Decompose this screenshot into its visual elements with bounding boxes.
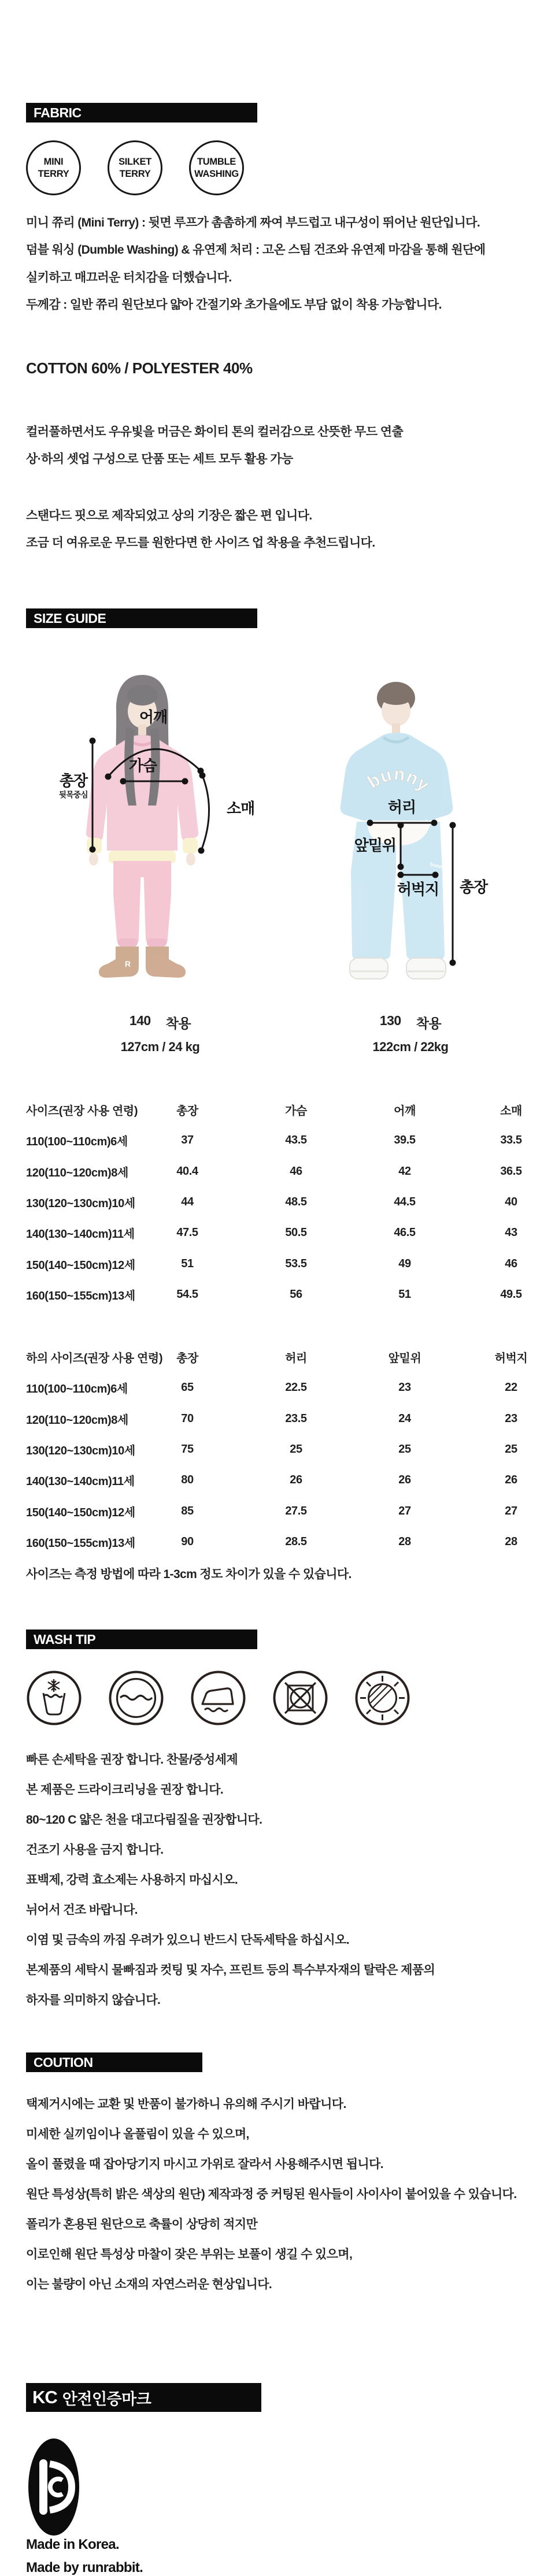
size-cell: 140(130~140cm)11세 <box>26 1475 135 1489</box>
fabric-description-line: 실키하고 매끄러운 터치감을 더했습니다. <box>26 270 232 284</box>
rise-label: 앞밑위 <box>354 837 396 854</box>
size-cell: 130(120~130cm)10세 <box>26 1445 135 1458</box>
length-cell: 54.5 <box>176 1287 198 1301</box>
fabric-section-title: FABRIC <box>34 105 82 120</box>
table-header-row <box>26 1342 555 1372</box>
pants-length-label: 총장 <box>460 878 488 896</box>
sleeve-line <box>201 775 209 851</box>
rise-cell: 28 <box>398 1535 411 1548</box>
top-size-table <box>26 1094 555 1310</box>
rise-cell: 26 <box>398 1473 411 1487</box>
wash-tip-section-title: WASH TIP <box>34 1631 96 1647</box>
table-row <box>26 1125 555 1156</box>
thigh-cell: 23 <box>505 1412 517 1425</box>
thigh-cell: 22 <box>505 1381 517 1394</box>
hand-right <box>186 853 195 866</box>
yellow-cuff-right <box>183 838 198 853</box>
fabric-fit-lines <box>26 501 546 556</box>
waist-cell: 26 <box>290 1473 302 1487</box>
shoulder-cell: 42 <box>398 1164 411 1178</box>
table-header-cell: 앞밑위 <box>388 1352 421 1365</box>
size-cell: 140(130~140cm)11세 <box>26 1228 135 1241</box>
fabric-mood-line: 상·하의 셋업 구성으로 단품 또는 세트 모두 활용 가능 <box>26 452 293 466</box>
length-cell: 47.5 <box>176 1226 198 1239</box>
fabric-mood-line: 컬러풀하면서도 우유빛을 머금은 화이티 톤의 컬러감으로 산뜻한 무드 연출 <box>26 425 404 439</box>
bottom-size-table <box>26 1342 555 1557</box>
fabric-badge-line1: TUMBLE <box>197 157 236 168</box>
length-cell: 85 <box>181 1504 194 1517</box>
sneaker-right <box>406 958 446 979</box>
table-row <box>26 1279 555 1310</box>
ankle-cuff-left <box>118 938 138 946</box>
sleeve-label: 소매 <box>227 800 255 817</box>
wash-tip-line: 빠른 손세탁을 권장 합니다. 찬물/중성세제 <box>26 1753 238 1766</box>
bottom-figure-illustration <box>269 652 535 987</box>
table-header-cell: 가슴 <box>285 1105 307 1118</box>
size-cell: 130(120~130cm)10세 <box>26 1197 135 1211</box>
rise-cell: 24 <box>398 1412 411 1425</box>
boot-print-letter: R <box>125 959 131 968</box>
size-guide-top-figure <box>29 652 272 987</box>
chest-cell: 48.5 <box>285 1196 307 1209</box>
table-row <box>26 1404 555 1434</box>
waist-cell: 23.5 <box>285 1412 307 1425</box>
table-row <box>26 1527 555 1557</box>
wear-label: 착용 <box>416 1016 442 1031</box>
chest-cell: 56 <box>290 1287 302 1301</box>
pink-sweatshirt <box>86 735 198 851</box>
made-in-text: Made in Korea. <box>26 2537 119 2552</box>
rise-cell: 23 <box>398 1381 411 1394</box>
table-header-cell: 허리 <box>285 1352 307 1365</box>
sleeve-cell: 33.5 <box>500 1134 522 1147</box>
length-cell: 75 <box>181 1443 194 1456</box>
pants-leg-left <box>113 863 141 945</box>
shade-dry-icon <box>354 1670 410 1726</box>
wash-tip-line: 건조기 사용을 금지 합니다. <box>26 1843 164 1857</box>
fabric-description-line: 미니 쮸리 (Mini Terry) : 뒷면 루프가 촘촘하게 짜여 부드럽고 내구성이 뛰어난 원단입니다. <box>26 216 480 229</box>
table-row <box>26 1218 555 1248</box>
fabric-badge <box>108 140 162 195</box>
cold-hand-wash-icon <box>26 1670 82 1726</box>
made-by-text: Made by runrabbit. <box>26 2560 143 2575</box>
girl-neck <box>138 725 146 735</box>
table-header-cell: 하의 사이즈(권장 사용 연령) <box>26 1352 163 1365</box>
kc-section-header <box>26 2383 261 2412</box>
size-cell: 150(140~150cm)12세 <box>26 1259 135 1272</box>
rise-cell: 25 <box>398 1443 411 1456</box>
waist-cell: 25 <box>290 1443 302 1456</box>
chest-cell: 43.5 <box>285 1134 307 1147</box>
table-header-cell: 소매 <box>500 1105 522 1118</box>
wash-tip-line: 하자를 의미하지 않습니다. <box>26 1994 161 2007</box>
fabric-badge-line2: TERRY <box>119 168 151 179</box>
size-guide-section-title: SIZE GUIDE <box>34 610 106 626</box>
caution-line: 미세한 실끼임이나 올풀림이 있을 수 있으며, <box>26 2128 249 2141</box>
table-header-row <box>26 1094 555 1125</box>
fabric-badge-line2: TERRY <box>38 168 69 179</box>
length-sublabel: 뒷목중심 <box>58 790 88 799</box>
fabric-badge <box>189 140 244 195</box>
table-header-cell: 총장 <box>176 1352 198 1365</box>
fabric-section-header <box>26 103 257 123</box>
waist-cell: 28.5 <box>285 1535 307 1548</box>
kc-logo-icon <box>28 2437 80 2537</box>
chest-cell: 50.5 <box>285 1226 307 1239</box>
wear-size: 140 <box>129 1013 151 1028</box>
length-cell: 90 <box>181 1535 194 1548</box>
table-body <box>26 1372 555 1557</box>
chest-cell: 46 <box>290 1164 302 1178</box>
caution-line: 올이 풀렸을 때 잡아당기지 마시고 가위로 잘라서 사용해주시면 됩니다. <box>26 2158 384 2171</box>
fabric-badge-line2: WASHING <box>194 168 239 179</box>
table-row <box>26 1465 555 1495</box>
wash-care-icons <box>26 1670 410 1726</box>
kid-fringe <box>379 686 413 705</box>
length-cell: 51 <box>181 1257 194 1270</box>
wash-tip-section-header <box>26 1630 257 1649</box>
caution-line: 이는 불량이 아닌 소재의 자연스러운 현상입니다. <box>26 2278 272 2291</box>
caution-section-header <box>26 2052 202 2072</box>
wear-label: 착용 <box>165 1016 191 1031</box>
sneaker-left <box>350 958 388 979</box>
top-figure-illustration <box>29 652 272 987</box>
sleeve-cell: 46 <box>505 1257 517 1270</box>
size-guide-bottom-figure <box>269 652 535 987</box>
shoulder-cell: 44.5 <box>394 1196 416 1209</box>
caution-line: 폴리가 혼용된 원단으로 축률이 상당히 적지만 <box>26 2218 258 2231</box>
fabric-description-line: 두께감 : 일반 쮸리 원단보다 얇아 간절기와 초가을에도 부담 없이 착용 가능합니다. <box>26 298 442 312</box>
length-cell: 44 <box>181 1196 194 1209</box>
kc-mark-text: KC <box>32 2387 57 2407</box>
wash-tip-line: 이염 및 금속의 까짐 우려가 있으니 반드시 단독세탁을 하십시오. <box>26 1933 349 1947</box>
chest-label: 가슴 <box>128 757 157 774</box>
fabric-badge <box>26 140 81 195</box>
wash-tip-line: 본제품의 세탁시 물빠짐과 컷팅 및 자수, 프린트 등의 특수부자재의 탈락은 제품의 <box>26 1963 435 1977</box>
thigh-cell: 28 <box>505 1535 517 1548</box>
table-header-cell: 사이즈(권장 사용 연령) <box>26 1105 138 1118</box>
thigh-cell: 27 <box>505 1504 517 1517</box>
no-tumble-dry-icon <box>272 1670 328 1726</box>
table-header-cell: 허벅지 <box>494 1352 528 1365</box>
boot-right <box>146 946 186 978</box>
pants-print: bunny <box>429 861 446 871</box>
girl-bangs <box>127 685 158 706</box>
length-cell: 65 <box>181 1381 194 1394</box>
kc-certification-logo <box>28 2437 80 2537</box>
fabric-description-line: 덤블 워싱 (Dumble Washing) & 유연제 처리 : 고온 스팀 건조와 유연제 마감을 통해 원단에 <box>26 243 486 257</box>
table-row <box>26 1495 555 1526</box>
rise-cell: 27 <box>398 1504 411 1517</box>
shoulder-cell: 51 <box>398 1287 411 1301</box>
top-figure-wear-info <box>79 1013 241 1055</box>
size-note: 사이즈는 측정 방법에 따라 1-3cm 정도 차이가 있을 수 있습니다. <box>26 1568 352 1581</box>
model-body-spec: 122cm / 22kg <box>372 1040 449 1054</box>
shoulder-cell: 49 <box>398 1257 411 1270</box>
bottom-figure-wear-info <box>330 1013 491 1055</box>
table-row <box>26 1156 555 1187</box>
sleeve-cell: 40 <box>505 1196 517 1209</box>
table-row <box>26 1372 555 1403</box>
fabric-badges <box>26 140 244 195</box>
waist-cell: 22.5 <box>285 1381 307 1394</box>
length-label: 총장 <box>59 772 88 789</box>
table-header-cell: 총장 <box>176 1105 198 1118</box>
ankle-cuff-right <box>147 938 166 946</box>
sleeve-cell: 36.5 <box>500 1164 522 1178</box>
wash-tip-lines <box>26 1744 552 2014</box>
shoulder-label: 어깨 <box>139 708 168 726</box>
gentle-machine-wash-icon <box>108 1670 164 1726</box>
table-row <box>26 1187 555 1218</box>
boot-left <box>99 946 139 978</box>
wash-tip-line: 뉘어서 건조 바랍니다. <box>26 1903 138 1917</box>
length-cell: 40.4 <box>176 1164 198 1178</box>
wash-tip-line: 80~120 C 얇은 천을 대고다림질을 권장합니다. <box>26 1813 262 1827</box>
fabric-description <box>26 208 546 318</box>
thigh-cell: 26 <box>505 1473 517 1487</box>
shoulder-cell: 39.5 <box>394 1134 416 1147</box>
table-row <box>26 1434 555 1465</box>
length-cell: 70 <box>181 1412 194 1425</box>
caution-line: 택제거시에는 교환 및 반품이 불가하니 유의해 주시기 바랍니다. <box>26 2098 346 2111</box>
size-cell: 110(100~110cm)6세 <box>26 1135 128 1149</box>
shirt-print: bunny <box>364 763 434 796</box>
size-cell: 120(110~120cm)8세 <box>26 1166 128 1179</box>
sleeve-cell: 43 <box>505 1226 517 1239</box>
table-body <box>26 1125 555 1310</box>
thigh-label: 허벅지 <box>397 881 439 898</box>
fabric-composition: COTTON 60% / POLYESTER 40% <box>26 359 253 377</box>
fabric-badge-line1: SILKET <box>119 157 151 168</box>
size-cell: 150(140~150cm)12세 <box>26 1506 135 1519</box>
length-cell: 80 <box>181 1473 194 1487</box>
wear-size: 130 <box>379 1013 401 1028</box>
wash-tip-line: 표백제, 강력 효소제는 사용하지 마십시오. <box>26 1873 238 1887</box>
table-header-cell: 어깨 <box>394 1105 416 1118</box>
shoulder-cell: 46.5 <box>394 1226 416 1239</box>
kid-neck <box>392 723 400 734</box>
size-cell: 160(150~155cm)13세 <box>26 1536 135 1550</box>
thigh-cell: 25 <box>505 1443 517 1456</box>
size-cell: 160(150~155cm)13세 <box>26 1289 135 1302</box>
fabric-mood-lines <box>26 417 546 472</box>
hand-left <box>89 853 98 866</box>
length-cell: 37 <box>181 1134 194 1147</box>
caution-section-title: COUTION <box>34 2054 93 2070</box>
fabric-badge-line1: MINI <box>43 157 64 168</box>
waist-cell: 27.5 <box>285 1504 307 1517</box>
sleeve-cell: 49.5 <box>500 1287 522 1301</box>
table-row <box>26 1248 555 1279</box>
pants-leg-right <box>143 863 171 945</box>
wash-tip-line: 본 제품은 드라이크리닝을 권장 합니다. <box>26 1783 224 1796</box>
caution-lines <box>26 2088 552 2299</box>
caution-line: 이로인해 원단 특성상 마찰이 잦은 부위는 보풀이 생길 수 있으며, <box>26 2248 353 2261</box>
model-body-spec: 127cm / 24 kg <box>120 1040 200 1054</box>
waist-label: 허리 <box>387 799 416 816</box>
chest-cell: 53.5 <box>285 1257 307 1270</box>
size-cell: 120(110~120cm)8세 <box>26 1413 128 1427</box>
caution-line: 원단 특성상(특히 밝은 색상의 원단) 제작과정 중 커팅된 원사들이 사이사이 붙어있을 수 있습니다. <box>26 2188 517 2201</box>
fabric-fit-line: 스탠다드 핏으로 제작되었고 상의 기장은 짧은 편 입니다. <box>26 508 312 522</box>
size-guide-section-header <box>26 608 257 628</box>
iron-low-heat-icon <box>190 1670 246 1726</box>
size-cell: 110(100~110cm)6세 <box>26 1383 128 1396</box>
fabric-fit-line: 조금 더 여유로운 무드를 원한다면 한 사이즈 업 착용을 추천드립니다. <box>26 536 375 550</box>
kc-label-text: 안전인증마크 <box>62 2390 151 2408</box>
